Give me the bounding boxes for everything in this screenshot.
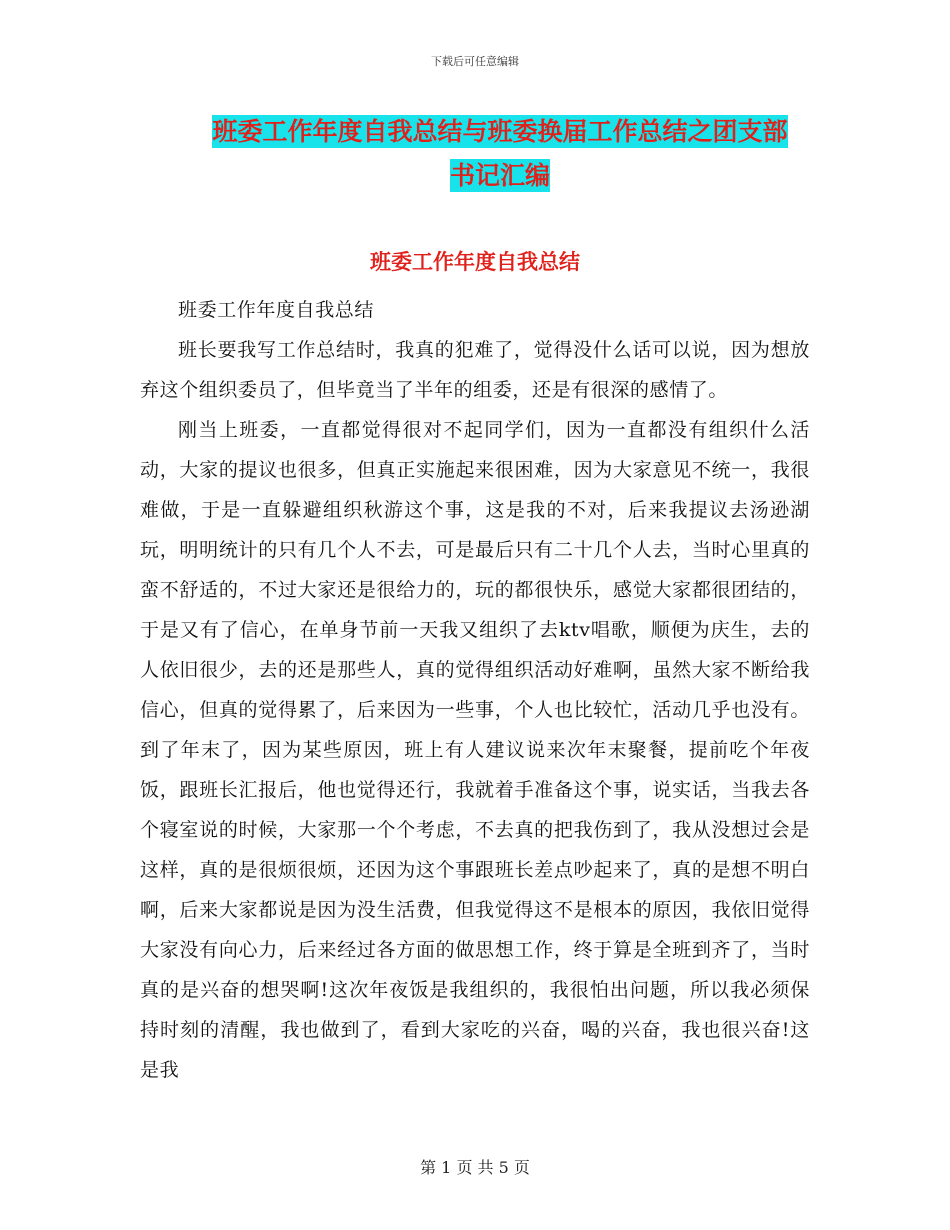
- document-title-line1: 班委工作年度自我总结与班委换届工作总结之团支部: [212, 117, 788, 146]
- paragraph-main: 刚当上班委，一直都觉得很对不起同学们，因为一直都没有组织什么活动，大家的提议也很多，但真正实施起来很困难，因为大家意见不统一，我很难做，于是一直躲避组织秋游这个事，这是我的不对，后来我提议去汤逊湖玩，明明统计的只有几个人不去，可是最后只有二十几个人去，当时心里真的蛮不舒适的，不过大家还是很给力的，玩的都很快乐，感觉大家都很团结的，于是又有了信心，在单身节前一天我又组织了去ktv唱歌，顺便为庆生，去的人依旧很少，去的还是那些人，真的觉得组织活动好难啊，虽然大家不断给我信心，但真的觉得累了，后来因为一些事，个人也比较忙，活动几乎也没有。到了年末了，因为某些原因，班上有人建议说来次年末聚餐，提前吃个年夜饭，跟班长汇报后，他也觉得还行，我就着手准备这个事，说实话，当我去各个寝室说的时候，大家那一个个考虑，不去真的把我伤到了，我从没想过会是这样，真的是很烦很烦，还因为这个事跟班长差点吵起来了，真的是想不明白啊，后来大家都说是因为没生活费，但我觉得这不是根本的原因，我依旧觉得大家没有向心力，后来经过各方面的做思想工作，终于算是全班到齐了，当时真的是兴奋的想哭啊!这次年夜饭是我组织的，我很怕出问题，所以我必须保持时刻的清醒，我也做到了，看到大家吃的兴奋，喝的兴奋，我也很兴奋!这是我: [140, 419, 810, 1081]
- body-text: [140, 290, 810, 1090]
- document-title: [140, 110, 860, 198]
- document-title-line2: 书记汇编: [449, 161, 550, 190]
- header-note: 下载后可任意编辑: [431, 55, 519, 68]
- paragraph-intro: 班长要我写工作总结时，我真的犯难了，觉得没什么话可以说，因为想放弃这个组织委员了，但毕竟当了半年的组委，还是有很深的感情了。: [140, 339, 810, 401]
- page-footer: 第 1 页 共 5 页: [420, 1158, 530, 1177]
- section-heading: 班委工作年度自我总结: [370, 249, 580, 274]
- paragraph-subtitle: 班委工作年度自我总结: [178, 299, 375, 321]
